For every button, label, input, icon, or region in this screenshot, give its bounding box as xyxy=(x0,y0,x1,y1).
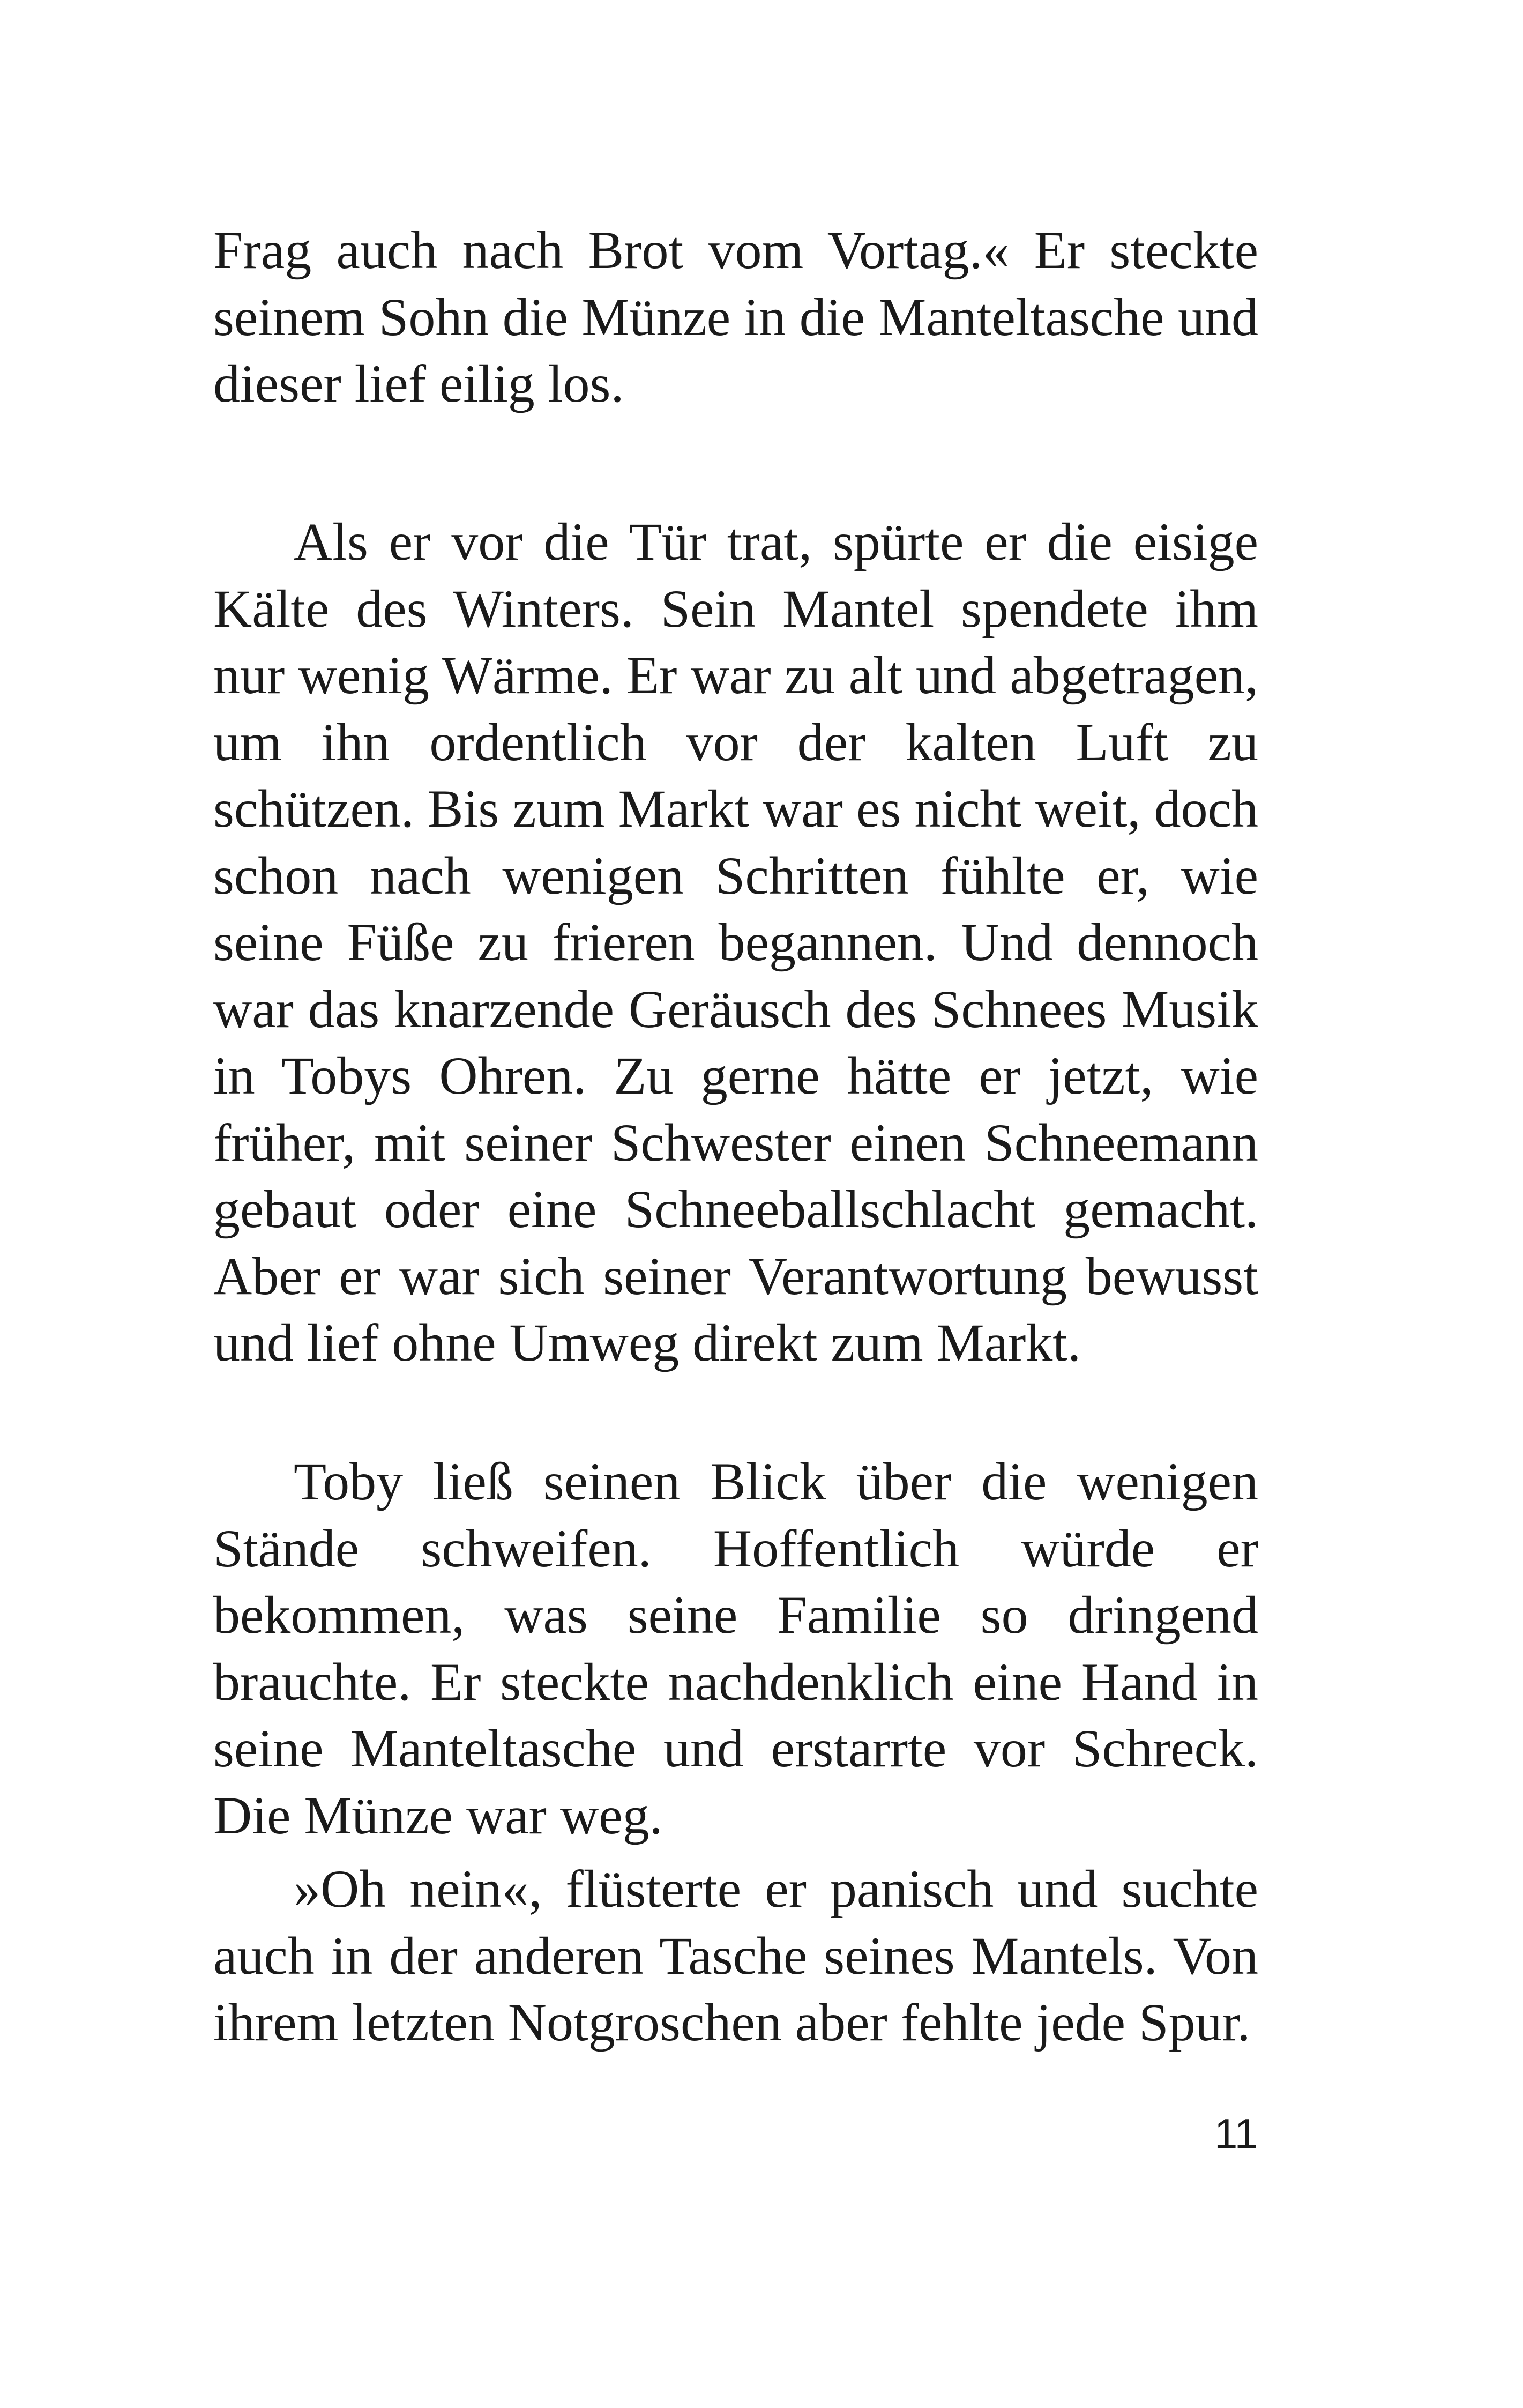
paragraph: »Oh nein«, flüsterte er panisch und suchte auch in der anderen Tasche seines Mantels. Von ihrem letzten Notgroschen aber fehlte jede Spur. xyxy=(213,1859,1258,2052)
paragraph: Toby ließ seinen Blick über die wenigen Stände schweifen. Hoffentlich würde er bekommen, was seine Familie so dringend brauchte. Er steckte nachdenklich eine Hand in seine Manteltasche und erstarrte vor Schreck. Die Münze war weg. xyxy=(213,1452,1258,1845)
paragraph: Frag auch nach Brot vom Vortag.« Er steckte seinem Sohn die Münze in die Manteltasche und dieser lief eilig los. xyxy=(213,220,1258,413)
paragraph: Als er vor die Tür trat, spürte er die eisige Kälte des Winters. Sein Mantel spendete ihm nur wenig Wärme. Er war zu alt und abgetragen, um ihn ordentlich vor der kalten Luft zu schützen. Bis zum Markt war es nicht weit, doch schon nach wenigen Schritten fühlte er, wie seine Füße zu frieren begannen. Und dennoch war das knarzende Geräusch des Schnees Musik in Tobys Ohren. Zu gerne hätte er jetzt, wie früher, mit seiner Schwester einen Schneemann gebaut oder eine Schneeballschlacht gemacht. Aber er war sich seiner Verantwortung bewusst und lief ohne Umweg direkt zum Markt. xyxy=(213,512,1258,1372)
page-number: 11 xyxy=(1214,2110,1258,2157)
